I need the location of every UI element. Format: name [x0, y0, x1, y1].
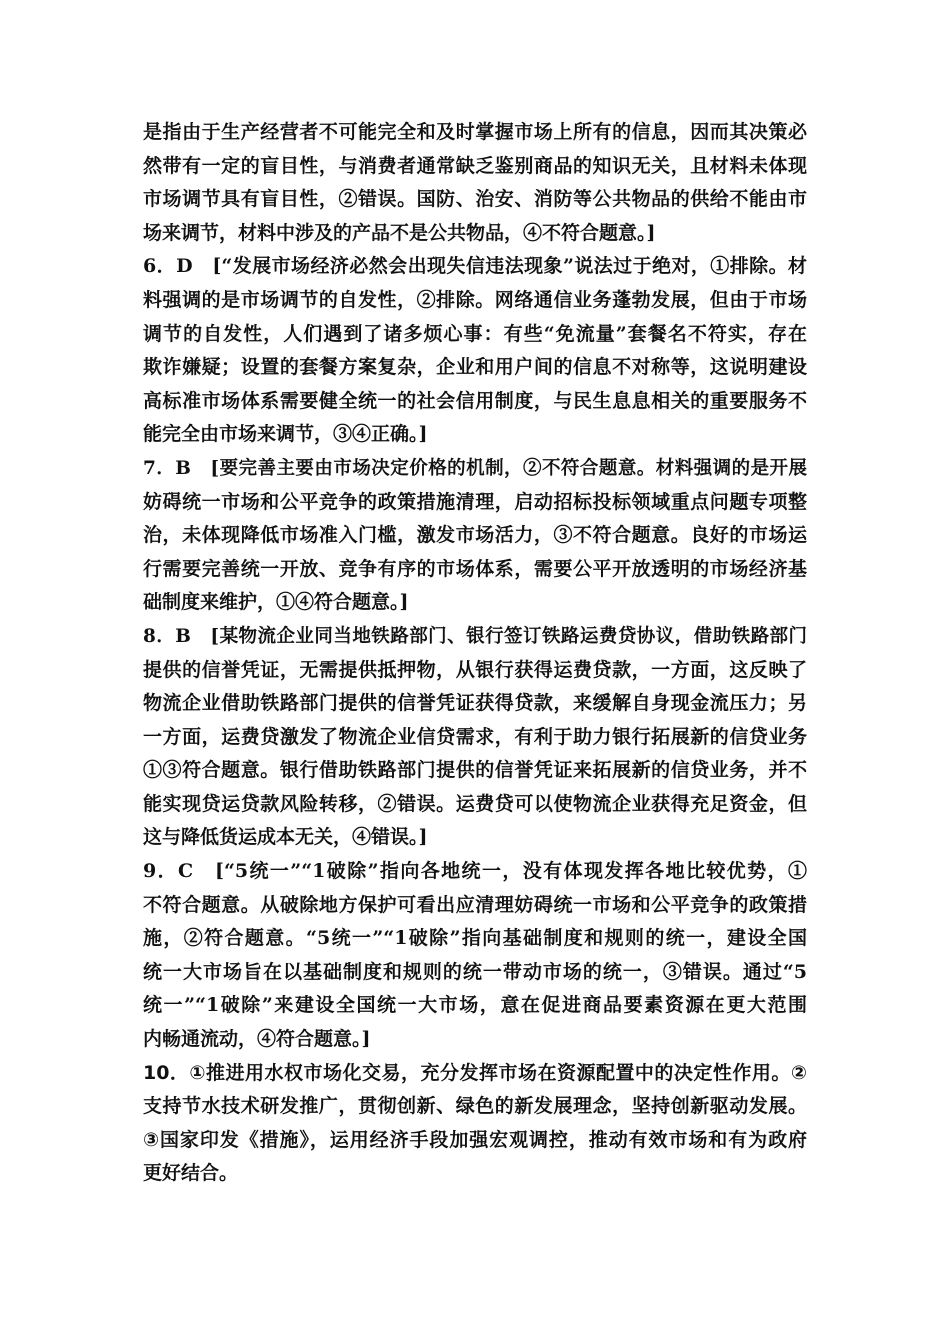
text-line: 料强调的是市场调节的自发性，②排除。网络通信业务蓬勃发展，但由于市场	[143, 288, 807, 311]
text-line: 是指由于生产经营者不可能完全和及时掌握市场上所有的信息，因而其决策必	[143, 121, 807, 143]
text-line: 施，②符合题意。“5统一”“1破除”指向基础制度和规则的统一，建设全国	[143, 927, 807, 950]
text-line: 治，未体现降低市场准入门槛，激发市场活力，③不符合题意。良好的市场运	[143, 524, 807, 547]
text-line: 场来调节，材料中涉及的产品不是公共物品，④不符合题意。]	[143, 221, 656, 244]
text-line: 础制度来维护，①④符合题意。]	[143, 591, 409, 614]
text-line: 物流企业借助铁路部门提供的信誉凭证获得贷款，来缓解自身现金流压力；另	[143, 692, 807, 715]
text-line: 10．①推进用水权市场化交易，充分发挥市场在资源配置中的决定性作用。②	[143, 1061, 807, 1084]
text-line: 提供的信誉凭证，无需提供抵押物，从银行获得运费贷款，一方面，这反映了	[143, 658, 807, 681]
text-line: 7．B [要完善主要由市场决定价格的机制，②不符合题意。材料强调的是开展	[143, 457, 807, 479]
text-line: 8．B [某物流企业同当地铁路部门、银行签订铁路运费贷协议，借助铁路部门	[143, 625, 807, 647]
text-line: 统一大市场旨在以基础制度和规则的统一带动市场的统一，③错误。通过“5	[143, 960, 807, 983]
text-line: ①③符合题意。银行借助铁路部门提供的信誉凭证来拓展新的信贷业务，并不	[143, 759, 807, 782]
text-line: 6．D [“发展市场经济必然会出现失信违法现象”说法过于绝对，①排除。材	[143, 255, 807, 278]
text-line: 行需要完善统一开放、竞争有序的市场体系，需要公平开放透明的市场经济基	[143, 557, 807, 580]
text-line: 妨碍统一市场和公平竞争的政策措施清理，启动招标投标领域重点问题专项整	[143, 490, 807, 513]
text-line: 更好结合。	[143, 1162, 239, 1185]
text-line: 高标准市场体系需要健全统一的社会信用制度，与民生息息相关的重要服务不	[143, 389, 807, 412]
text-line: ③国家印发《措施》，运用经济手段加强宏观调控，推动有效市场和有为政府	[143, 1128, 807, 1151]
answer-document	[143, 116, 807, 1191]
text-line: 市场调节具有盲目性，②错误。国防、治安、消防等公共物品的供给不能由市	[143, 188, 807, 211]
text-line: 不符合题意。从破除地方保护可看出应清理妨碍统一市场和公平竞争的政策措	[143, 893, 807, 916]
text-line: 9．C [“5统一”“1破除”指向各地统一，没有体现发挥各地比较优势，①	[143, 860, 807, 883]
text-line: 欺诈嫌疑；设置的套餐方案复杂，企业和用户间的信息不对称等，这说明建设	[143, 356, 807, 379]
text-line: 统一”“1破除”来建设全国统一大市场，意在促进商品要素资源在更大范围	[143, 994, 807, 1017]
text-line: 能完全由市场来调节，③④正确。]	[143, 423, 428, 446]
text-line: 一方面，运费贷激发了物流企业信贷需求，有利于助力银行拓展新的信贷业务	[143, 725, 807, 748]
text-line: 支持节水技术研发推广，贯彻创新、绿色的新发展理念，坚持创新驱动发展。	[143, 1095, 807, 1118]
text-line: 内畅通流动，④符合题意。]	[143, 1028, 371, 1051]
text-line: 然带有一定的盲目性，与消费者通常缺乏鉴别商品的知识无关，且材料未体现	[143, 154, 807, 177]
text-line: 能实现贷运贷款风险转移，②错误。运费贷可以使物流企业获得充足资金，但	[143, 792, 807, 815]
text-line: 这与降低货运成本无关，④错误。]	[143, 826, 428, 849]
text-line: 调节的自发性，人们遇到了诸多烦心事：有些“免流量”套餐名不符实，存在	[143, 322, 807, 345]
